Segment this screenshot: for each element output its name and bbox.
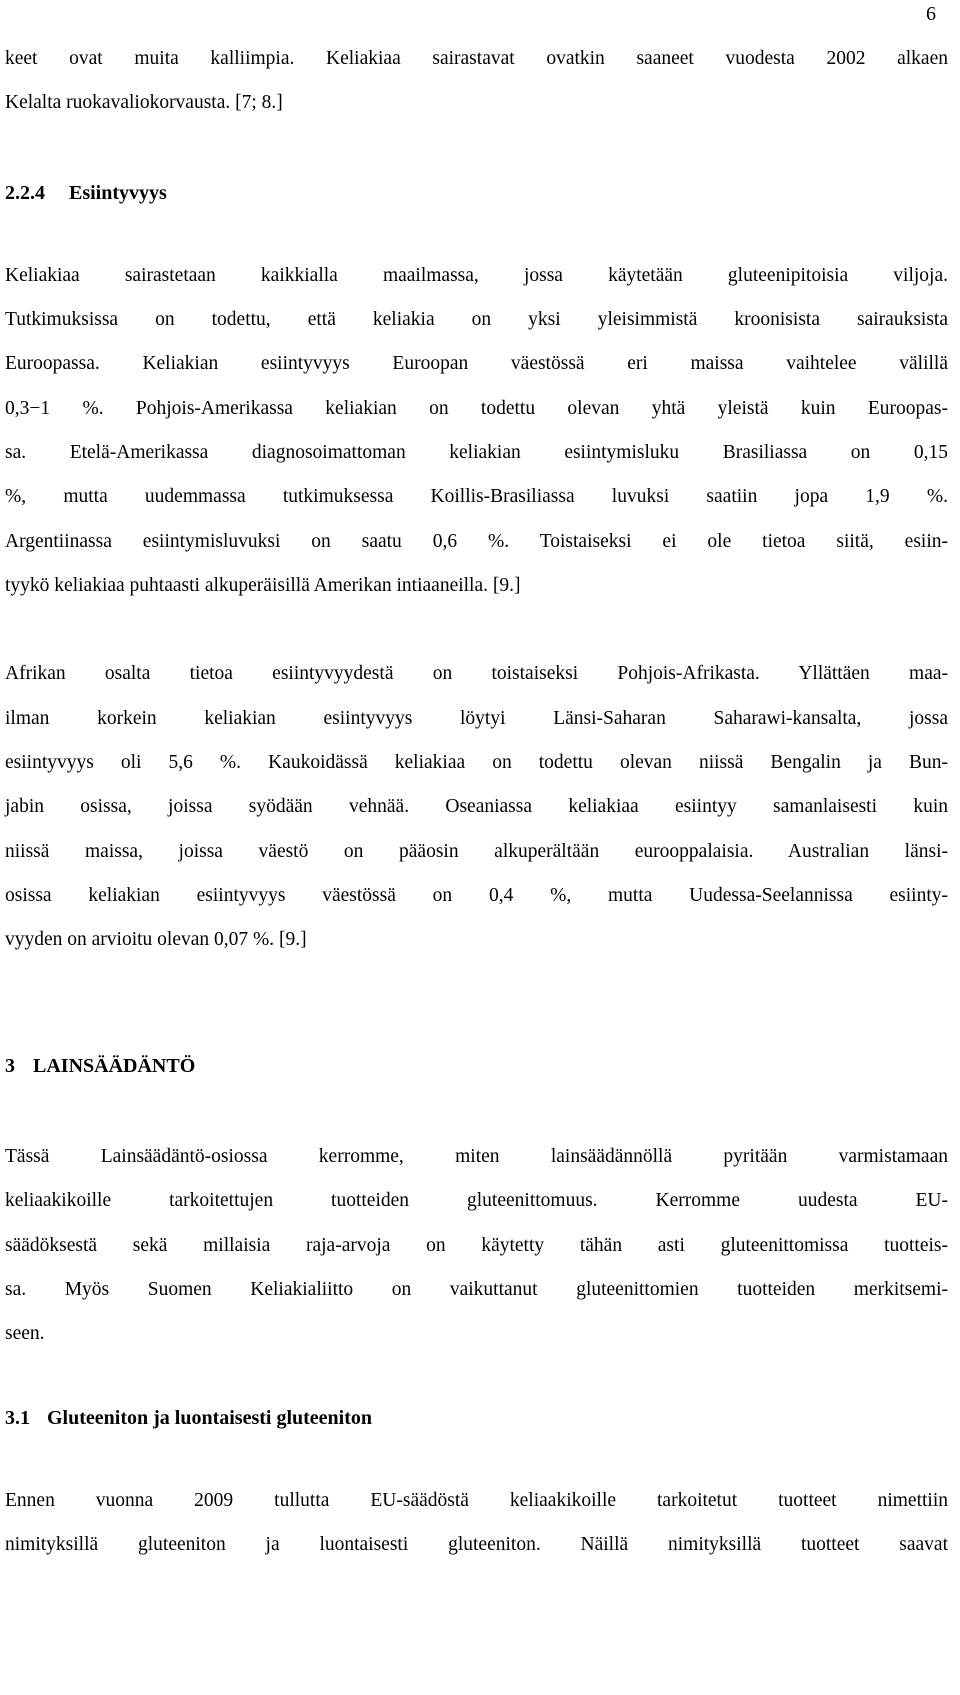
body-line: 0,3−1 %. Pohjois-Amerikassa keliakian on todettu olevan yhtä yleistä kuin Euroopas-	[5, 398, 948, 419]
page-number: 6	[926, 3, 936, 25]
body-line: keliaakikoille tarkoitettujen tuotteiden gluteenittomuus. Kerromme uudesta EU-	[5, 1190, 948, 1211]
body-line: Afrikan osalta tietoa esiintyvyydestä on toistaiseksi Pohjois-Afrikasta. Yllättäen maa-	[5, 663, 948, 684]
body-line: Keliakiaa sairastetaan kaikkialla maailmassa, jossa käytetään gluteenipitoisia viljoja.	[5, 265, 948, 286]
body-line: jabin osissa, joissa syödään vehnää. Oseaniassa keliakiaa esiintyy samanlaisesti kuin	[5, 796, 948, 817]
body-line: esiintyvyys oli 5,6 %. Kaukoidässä keliakiaa on todettu olevan niissä Bengalin ja Bun-	[5, 752, 948, 773]
section-title: Esiintyvyys	[69, 182, 167, 204]
section-heading-3-1	[5, 1406, 372, 1430]
section-number: 3	[5, 1055, 15, 1077]
body-line: %, mutta uudemmassa tutkimuksessa Koillis-Brasiliassa luvuksi saatiin jopa 1,9 %.	[5, 486, 948, 507]
section-title: Gluteeniton ja luontaisesti gluteeniton	[47, 1407, 373, 1429]
body-line: niissä maissa, joissa väestö on pääosin alkuperältään eurooppalaisia. Australian länsi-	[5, 841, 948, 862]
body-line: Tutkimuksissa on todettu, että keliakia on yksi yleisimmistä kroonisista sairauksista	[5, 309, 948, 330]
body-line: Argentiinassa esiintymisluvuksi on saatu 0,6 %. Toistaiseksi ei ole tietoa siitä, esiin-	[5, 531, 948, 552]
body-line: sa. Myös Suomen Keliakialiitto on vaikuttanut gluteenittomien tuotteiden merkitsemi-	[5, 1279, 948, 1300]
section-title: LAINSÄÄDÄNTÖ	[33, 1055, 196, 1077]
section-number: 2.2.4	[5, 182, 45, 204]
body-line: tyykö keliakiaa puhtaasti alkuperäisillä Amerikan intiaaneilla. [9.]	[5, 575, 521, 596]
section-heading-3	[5, 1054, 195, 1078]
section-number: 3.1	[5, 1407, 30, 1429]
body-line: ilman korkein keliakian esiintyvyys löytyi Länsi-Saharan Saharawi-kansalta, jossa	[5, 708, 948, 729]
body-line: Euroopassa. Keliakian esiintyvyys Euroopan väestössä eri maissa vaihtelee välillä	[5, 353, 948, 374]
body-line: osissa keliakian esiintyvyys väestössä on 0,4 %, mutta Uudessa-Seelannissa esiinty-	[5, 885, 948, 906]
body-line: Kelalta ruokavaliokorvausta. [7; 8.]	[5, 92, 283, 113]
body-line: Ennen vuonna 2009 tullutta EU-säädöstä keliaakikoille tarkoitetut tuotteet nimettiin	[5, 1490, 948, 1511]
body-line: nimityksillä gluteeniton ja luontaisesti gluteeniton. Näillä nimityksillä tuotteet saavat	[5, 1534, 948, 1555]
section-heading-2-2-4	[5, 181, 167, 205]
body-line: seen.	[5, 1323, 45, 1344]
body-line: Tässä Lainsäädäntö-osiossa kerromme, miten lainsäädännöllä pyritään varmistamaan	[5, 1146, 948, 1167]
body-line: sa. Etelä-Amerikassa diagnosoimattoman keliakian esiintymisluku Brasiliassa on 0,15	[5, 442, 948, 463]
body-line: keet ovat muita kalliimpia. Keliakiaa sairastavat ovatkin saaneet vuodesta 2002 alkaen	[5, 48, 948, 69]
body-line: säädöksestä sekä millaisia raja-arvoja on käytetty tähän asti gluteenittomissa tuotteis-	[5, 1235, 948, 1256]
body-line: vyyden on arvioitu olevan 0,07 %. [9.]	[5, 929, 307, 950]
